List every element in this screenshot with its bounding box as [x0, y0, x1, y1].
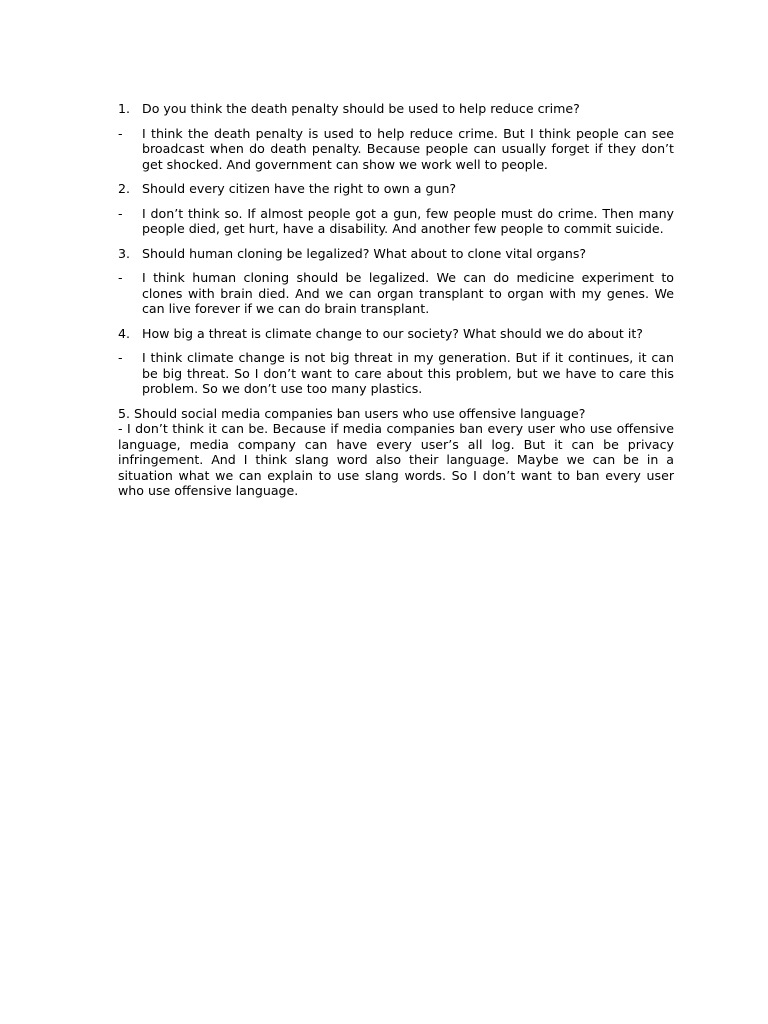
question-3 [118, 246, 674, 262]
question-2 [118, 181, 674, 197]
question-number: 2. [118, 181, 131, 196]
answer-text: I don’t think so. If almost people got a gun, few people must do crime. Then many people died, get hurt, have a disability. And another few people to commit suicide. [142, 205, 674, 236]
answer-3 [118, 270, 674, 317]
answer-2 [118, 206, 674, 237]
answer-text: I think climate change is not big threat in my generation. But if it continues, it can be big threat. So I don’t want to care about this problem, but we have to care this problem. So we don’t use too many plastics. [142, 350, 674, 396]
question-number: 3. [118, 245, 131, 261]
question-1 [118, 101, 674, 117]
question-4 [118, 326, 674, 342]
question-text: Should every citizen have the right to own a gun? [142, 181, 457, 196]
question-text: Should human cloning be legalized? What about to clone vital organs? [142, 245, 587, 261]
document-page [118, 101, 674, 499]
answer-dash: - [118, 205, 123, 221]
question-number: 4. [118, 325, 131, 341]
answer-dash: - [118, 350, 123, 365]
answer-dash: - [118, 125, 123, 141]
question-5-text: 5. Should social media companies ban users who use offensive language? [118, 405, 586, 421]
answer-4 [118, 350, 674, 397]
answer-dash: - [118, 270, 123, 285]
answer-1 [118, 126, 674, 173]
question-number: 1. [118, 101, 131, 116]
item-5 [118, 406, 674, 499]
question-text: How big a threat is climate change to our society? What should we do about it? [142, 325, 643, 341]
answer-text: I think human cloning should be legalized. We can do medicine experiment to clones with brain died. And we can organ transplant to organ with my genes. We can live forever if we can do brain transplant. [142, 270, 674, 316]
answer-5-text: - I don’t think it can be. Because if media companies ban every user who use offensive language, media company can have every user’s all log. But it can be privacy infringement. And I think slang word also their language. Maybe we can be in a situation what we can explain to use slang words. So I don’t want to ban every user who use offensive language. [118, 421, 674, 498]
answer-text: I think the death penalty is used to help reduce crime. But I think people can see broadcast when do death penalty. Because people can usually forget if they don’t get shocked. And government can show we work well to people. [142, 125, 674, 172]
question-text: Do you think the death penalty should be used to help reduce crime? [142, 101, 580, 116]
